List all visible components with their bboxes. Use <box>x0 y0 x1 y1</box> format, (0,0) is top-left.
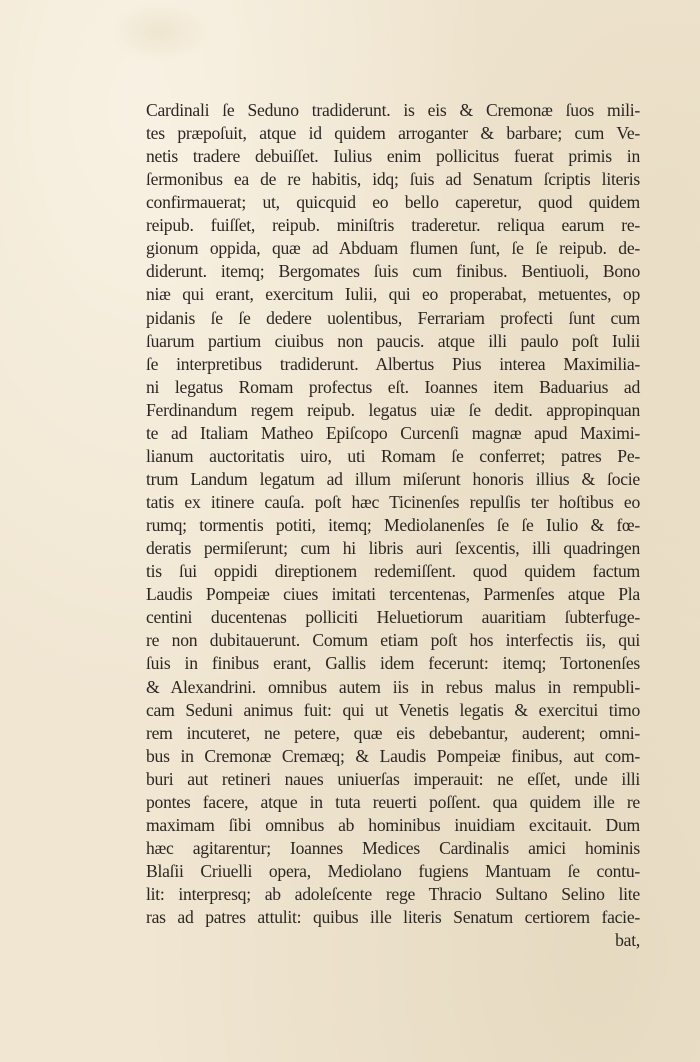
text-line: ni legatus Romam profectus eſt. Ioannes item Baduarius ad <box>146 376 640 397</box>
text-line: bus in Cremonæ Cremæq; & Laudis Pompeiæ finibus, aut com- <box>146 745 640 766</box>
text-line: lianum auctoritatis uiro, uti Romam ſe conferret; patres Pe- <box>146 445 640 466</box>
text-line: deratis permiſerunt; cum hi libris auri ſexcentis, illi quadringen <box>146 538 640 559</box>
text-line: Ferdinandum regem reipub. legatus uiæ ſe dedit. appropinquan <box>146 399 640 420</box>
text-line: tes præpoſuit, atque id quidem arroganter & barbare; cum Ve- <box>146 123 640 144</box>
text-line: rem incuteret, ne petere, quæ eis debebantur, auderent; omni- <box>146 722 640 743</box>
text-line: Blaſii Criuelli opera, Mediolano fugiens Mantuam ſe contu- <box>146 860 640 881</box>
text-line: cam Seduni animus fuit: qui ut Venetis legatis & exercitui timo <box>146 699 640 720</box>
text-line: tis ſui oppidi direptionem redemiſſent. quod quidem factum <box>146 561 640 582</box>
text-line: ſuis in finibus erant, Gallis idem fecerunt: itemq; Tortonenſes <box>146 653 640 674</box>
text-line: gionum oppida, quæ ad Abduam flumen ſunt, ſe ſe reipub. de- <box>146 238 640 259</box>
text-line: ſermonibus ea de re habitis, idq; ſuis ad Senatum ſcriptis literis <box>146 169 640 190</box>
text-line: & Alexandrini. omnibus autem iis in rebus malus in rempubli- <box>146 676 640 697</box>
text-line: hæc agitarentur; Ioannes Medices Cardinalis amici hominis <box>146 837 640 858</box>
text-line: buri aut retineri naues uniuerſas imperauit: ne eſſet, unde illi <box>146 768 640 789</box>
text-line: ras ad patres attulit: quibus ille literis Senatum certiorem facie- <box>146 907 640 928</box>
text-line: lit: interpresq; ab adoleſcente rege Thracio Sultano Selino lite <box>146 884 640 905</box>
text-line: netis tradere debuiſſet. Iulius enim pollicitus fuerat primis in <box>146 146 640 167</box>
text-line: te ad Italiam Matheo Epiſcopo Curcenſi magnæ apud Maximi- <box>146 422 640 443</box>
text-line: Laudis Pompeiæ ciues imitati tercentenas, Parmenſes atque Pla <box>146 584 640 605</box>
text-line: trum Landum legatum ad illum miſerunt honoris illius & ſocie <box>146 468 640 489</box>
text-line: pidanis ſe ſe dedere uolentibus, Ferrariam profecti ſunt cum <box>146 307 640 328</box>
paper-stain <box>110 2 210 62</box>
text-line: re non dubitauerunt. Comum etiam poſt hos interfectis iis, qui <box>146 630 640 651</box>
text-line: diderunt. itemq; Bergomates ſuis cum finibus. Bentiuoli, Bono <box>146 261 640 282</box>
text-line: ſuarum partium ciuibus non paucis. atque illi paulo poſt Iulii <box>146 330 640 351</box>
text-line: Cardinali ſe Seduno tradiderunt. is eis & Cremonæ ſuos mili- <box>146 100 640 120</box>
text-line: confirmauerat; ut, quicquid eo bello caperetur, quod quidem <box>146 192 640 213</box>
text-line: rumq; tormentis potiti, itemq; Mediolanenſes ſe ſe Iulio & fœ- <box>146 515 640 536</box>
text-line: centini ducentenas polliciti Heluetiorum auaritiam ſubterfuge- <box>146 607 640 628</box>
text-line: tatis ex itinere cauſa. poſt hæc Ticinenſes repulſis ter hoſtibus eo <box>146 492 640 513</box>
text-line: bat, <box>615 930 640 951</box>
text-line: ſe interpretibus tradiderunt. Albertus Pius interea Maximilia- <box>146 353 640 374</box>
text-line: maximam ſibi omnibus ab hominibus inuidiam excitauit. Dum <box>146 814 640 835</box>
text-line: niæ qui erant, exercitum Iulii, qui eo properabat, metuentes, op <box>146 284 640 305</box>
text-line: reipub. fuiſſet, reipub. miniſtris traderetur. reliqua earum re- <box>146 215 640 236</box>
text-line: pontes facere, atque in tuta reuerti poſſent. qua quidem ille re <box>146 791 640 812</box>
